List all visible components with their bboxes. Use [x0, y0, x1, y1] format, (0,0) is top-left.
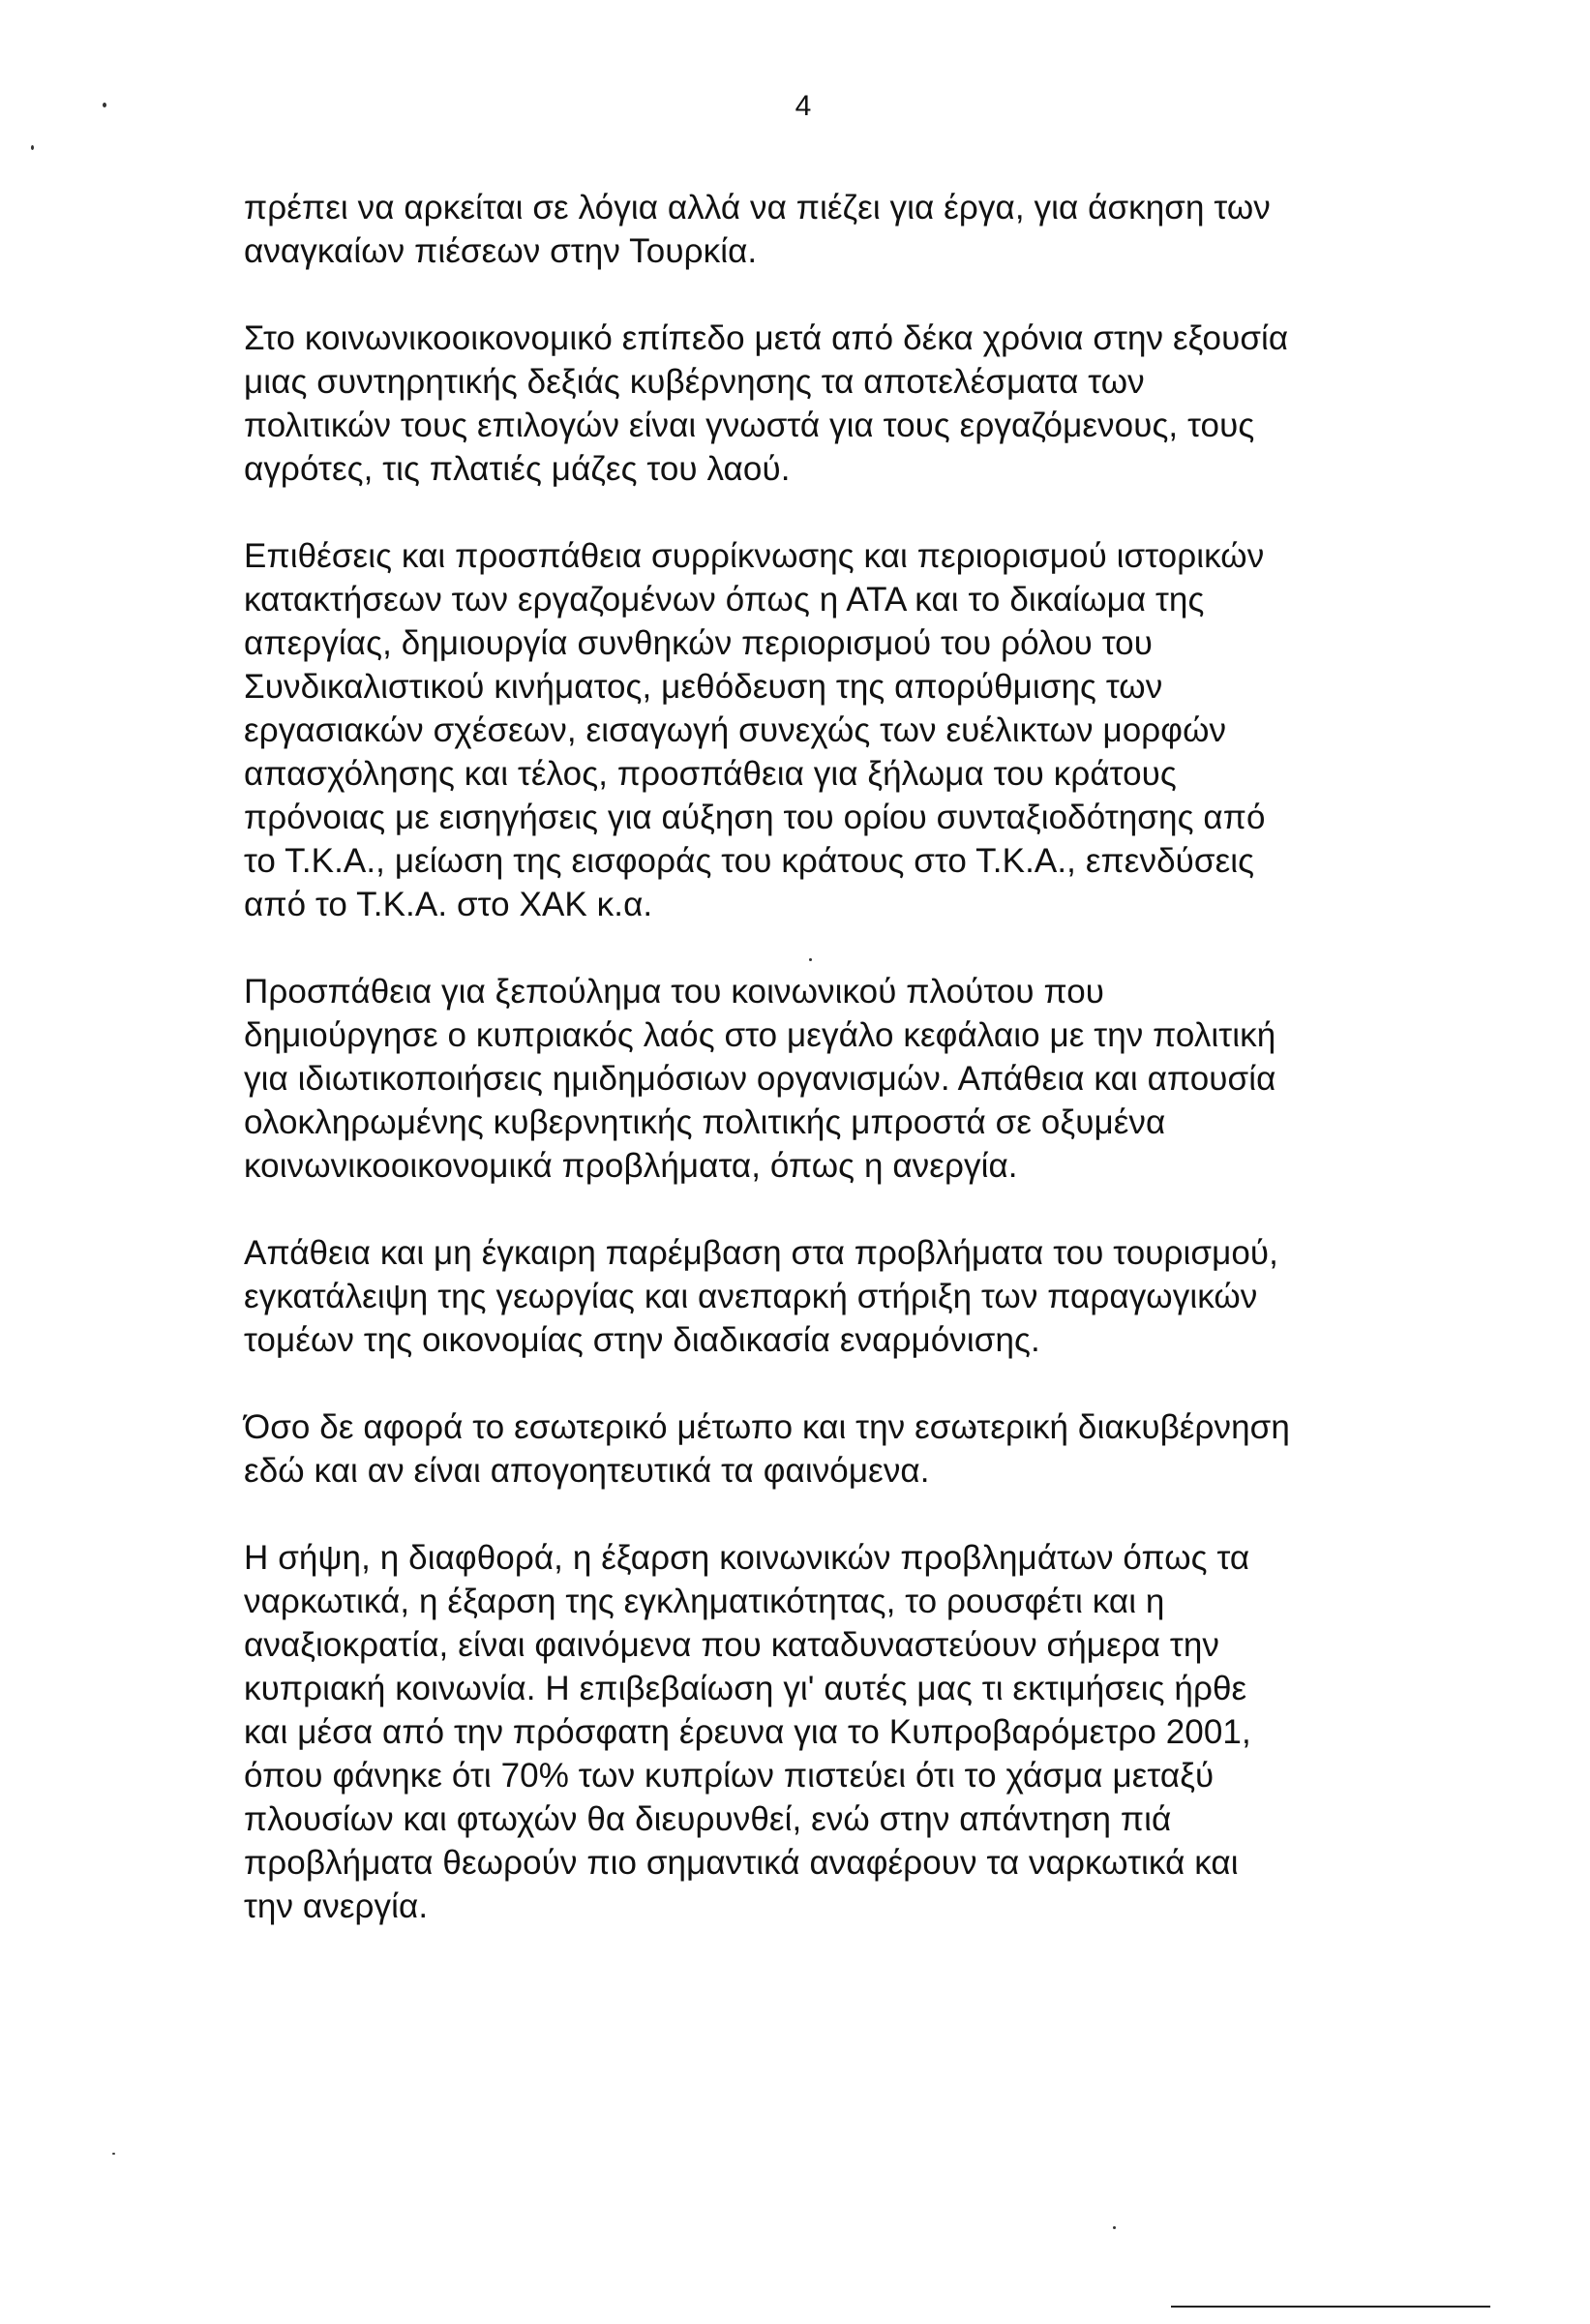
text-line: το Τ.Κ.Α., μείωση της εισφοράς του κράτους στο Τ.Κ.Α., επενδύσεις: [244, 842, 1255, 880]
scan-speck: [112, 2153, 115, 2155]
text-line: Προσπάθεια για ξεπούλημα του κοινωνικού πλούτου που: [244, 973, 1105, 1011]
text-line: προβλήματα θεωρούν πιο σημαντικά αναφέρουν τα ναρκωτικά και: [244, 1844, 1239, 1882]
text-line: ναρκωτικά, η έξαρση της εγκληματικότητας, το ρουσφέτι και η: [244, 1583, 1165, 1620]
text-line: για ιδιωτικοποιήσεις ημιδημόσιων οργανισμών. Απάθεια και απουσία: [244, 1060, 1276, 1098]
text-line: πρόνοιας με εισηγήσεις για αύξηση του ορίου συνταξιοδότησης από: [244, 799, 1266, 836]
paragraph-6: [244, 1405, 1405, 1493]
scan-speck: [103, 103, 106, 107]
text-line: Συνδικαλιστικού κινήματος, μεθόδευση της απορύθμισης των: [244, 668, 1163, 706]
page-number: 4: [795, 90, 812, 122]
paragraph-5: [244, 1231, 1405, 1362]
paragraph-4: [244, 970, 1405, 1188]
text-line: αναξιοκρατία, είναι φαινόμενα που καταδυναστεύουν σήμερα την: [244, 1626, 1220, 1664]
text-line: πλουσίων και φτωχών θα διευρυνθεί, ενώ στην απάντηση πιά: [244, 1800, 1172, 1838]
text-line: κυπριακή κοινωνία. Η επιβεβαίωση γι' αυτές μας τι εκτιμήσεις ήρθε: [244, 1670, 1247, 1707]
text-line: απεργίας, δημιουργία συνθηκών περιορισμού του ρόλου του: [244, 624, 1153, 662]
paragraph-1: [244, 186, 1405, 273]
text-line: απασχόλησης και τέλος, προσπάθεια για ξήλωμα του κράτους: [244, 755, 1177, 793]
text-line: μιας συντηρητικής δεξιάς κυβέρνησης τα αποτελέσματα των: [244, 363, 1145, 401]
text-line: κατακτήσεων των εργαζομένων όπως η ΑΤΑ και το δικαίωμα της: [244, 581, 1205, 619]
text-line: πολιτικών τους επιλογών είναι γνωστά για τους εργαζόμενους, τους: [244, 407, 1255, 444]
scan-speck: [31, 145, 34, 150]
text-line: κοινωνικοοικονομικά προβλήματα, όπως η ανεργία.: [244, 1147, 1018, 1185]
paragraph-7: [244, 1536, 1405, 1928]
text-line: Η σήψη, η διαφθορά, η έξαρση κοινωνικών προβλημάτων όπως τα: [244, 1539, 1250, 1577]
text-line: εργασιακών σχέσεων, εισαγωγή συνεχώς των ευέλικτων μορφών: [244, 711, 1227, 749]
paragraph-2: [244, 317, 1405, 491]
document-body: [244, 186, 1405, 1972]
text-line: την ανεργία.: [244, 1887, 429, 1925]
text-line: πρέπει να αρκείται σε λόγια αλλά να πιέζει για έργα, για άσκηση των: [244, 189, 1271, 226]
text-line: Επιθέσεις και προσπάθεια συρρίκνωσης και περιορισμού ιστορικών: [244, 537, 1265, 575]
text-line: αναγκαίων πιέσεων στην Τουρκία.: [244, 232, 758, 270]
bottom-rule: [1171, 2306, 1490, 2308]
text-line: Απάθεια και μη έγκαιρη παρέμβαση στα προβλήματα του τουρισμού,: [244, 1234, 1278, 1272]
text-line: όπου φάνηκε ότι 70% των κυπρίων πιστεύει ότι το χάσμα μεταξύ: [244, 1757, 1215, 1795]
text-line: εδώ και αν είναι απογοητευτικά τα φαινόμενα.: [244, 1452, 930, 1490]
text-line: δημιούργησε ο κυπριακός λαός στο μεγάλο κεφάλαιο με την πολιτική: [244, 1016, 1276, 1054]
text-line: και μέσα από την πρόσφατη έρευνα για το Κυπροβαρόμετρο 2001,: [244, 1713, 1251, 1751]
text-line: ολοκληρωμένης κυβερνητικής πολιτικής μπροστά σε οξυμένα: [244, 1103, 1166, 1141]
text-line: από το Τ.Κ.Α. στο ΧΑΚ κ.α.: [244, 886, 653, 923]
text-line: Στο κοινωνικοοικονομικό επίπεδο μετά από δέκα χρόνια στην εξουσία: [244, 319, 1289, 357]
text-line: αγρότες, τις πλατιές μάζες του λαού.: [244, 450, 791, 488]
text-line: εγκατάλειψη της γεωργίας και ανεπαρκή στήριξη των παραγωγικών: [244, 1278, 1258, 1315]
scan-speck: [1113, 2226, 1116, 2229]
text-line: Όσο δε αφορά το εσωτερικό μέτωπο και την εσωτερική διακυβέρνηση: [244, 1408, 1290, 1446]
text-line: τομέων της οικονομίας στην διαδικασία εναρμόνισης.: [244, 1321, 1040, 1359]
paragraph-3: [244, 534, 1405, 926]
